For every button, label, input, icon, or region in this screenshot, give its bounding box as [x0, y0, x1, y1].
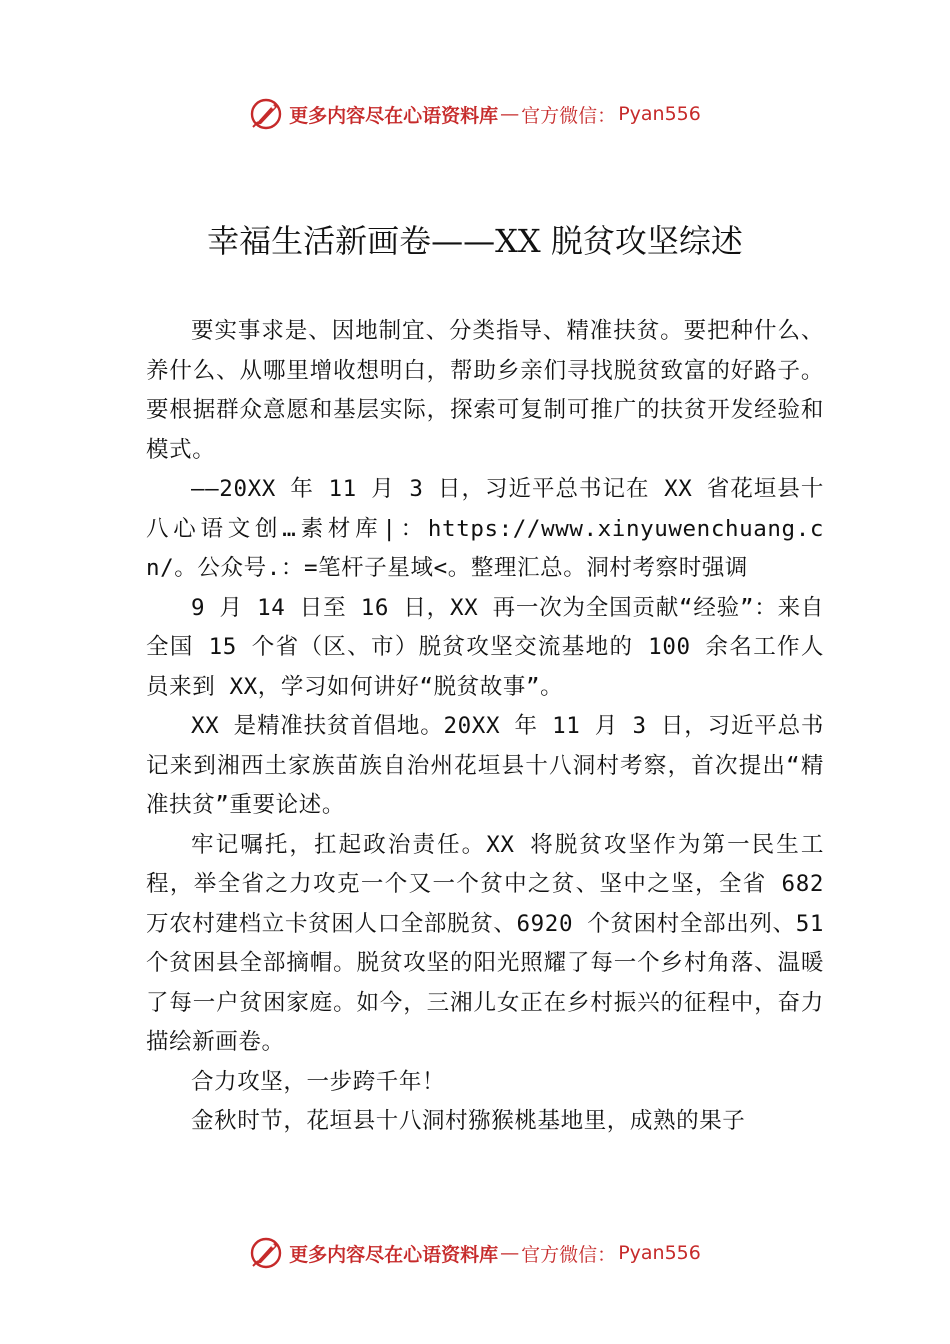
- paragraph: 合力攻坚，一步跨千年！: [191, 1068, 446, 1095]
- document-title: 幸福生活新画卷——XX 脱贫攻坚综述: [207, 222, 743, 260]
- watermark-brand: 更多内容尽在心语资料库: [289, 104, 499, 127]
- watermark-brand: 更多内容尽在心语资料库: [289, 1243, 499, 1266]
- paragraph: 牢记嘱托，扛起政治责任。XX 将脱贫攻坚作为第一民生工程，举全省之力攻克一个又一个贫中之贫、坚中之坚，全省 682 万农村建档立卡贫困人口全部脱贫、6920 个贫困村全部出列、51 个贫困县全部摘帽。脱贫攻坚的阳光照耀了每一个乡村角落、温暖了每一户贫困家庭。如今，三湘儿女正在乡村振兴的征程中，奋力描绘新画卷。: [146, 831, 824, 1055]
- quill-pen-logo-icon: [249, 97, 283, 131]
- footer-watermark: [0, 1231, 950, 1275]
- paragraph: 金秋时节，花垣县十八洞村猕猴桃基地里，成熟的果子: [191, 1108, 746, 1134]
- document-body: [146, 312, 824, 1142]
- watermark-wechat-id: Pyan556: [618, 103, 701, 125]
- header-watermark: [0, 92, 950, 136]
- quill-pen-logo-icon: [249, 1236, 283, 1270]
- paragraph: 要实事求是、因地制宜、分类指导、精准扶贫。要把种什么、养什么、从哪里增收想明白，帮助乡亲们寻找脱贫致富的好路子。要根据群众意愿和基层实际，探索可复制可推广的扶贫开发经验和模式。: [146, 318, 824, 463]
- paragraph: ——20XX 年 11 月 3 日，习近平总书记在 XX 省花垣县十八心语文创…素材库|：https://www.xinyuwenchuang.cn/。公众号.：=笔杆子星域<。整理汇总。洞村考察时强调: [146, 476, 824, 581]
- paragraph: 9 月 14 日至 16 日，XX 再一次为全国贡献“经验”：来自全国 15 个省（区、市）脱贫攻坚交流基地的 100 余名工作人员来到 XX，学习如何讲好“脱贫故事”。: [146, 594, 824, 700]
- watermark-wechat-id: Pyan556: [618, 1242, 701, 1264]
- watermark-label: 官方微信：: [521, 1243, 617, 1266]
- paragraph: XX 是精准扶贫首倡地。20XX 年 11 月 3 日，习近平总书记来到湘西土家族苗族自治州花垣县十八洞村考察，首次提出“精准扶贫”重要论述。: [146, 713, 824, 818]
- watermark-separator: —: [500, 103, 520, 125]
- watermark-label: 官方微信：: [521, 104, 617, 127]
- watermark-separator: —: [500, 1242, 520, 1264]
